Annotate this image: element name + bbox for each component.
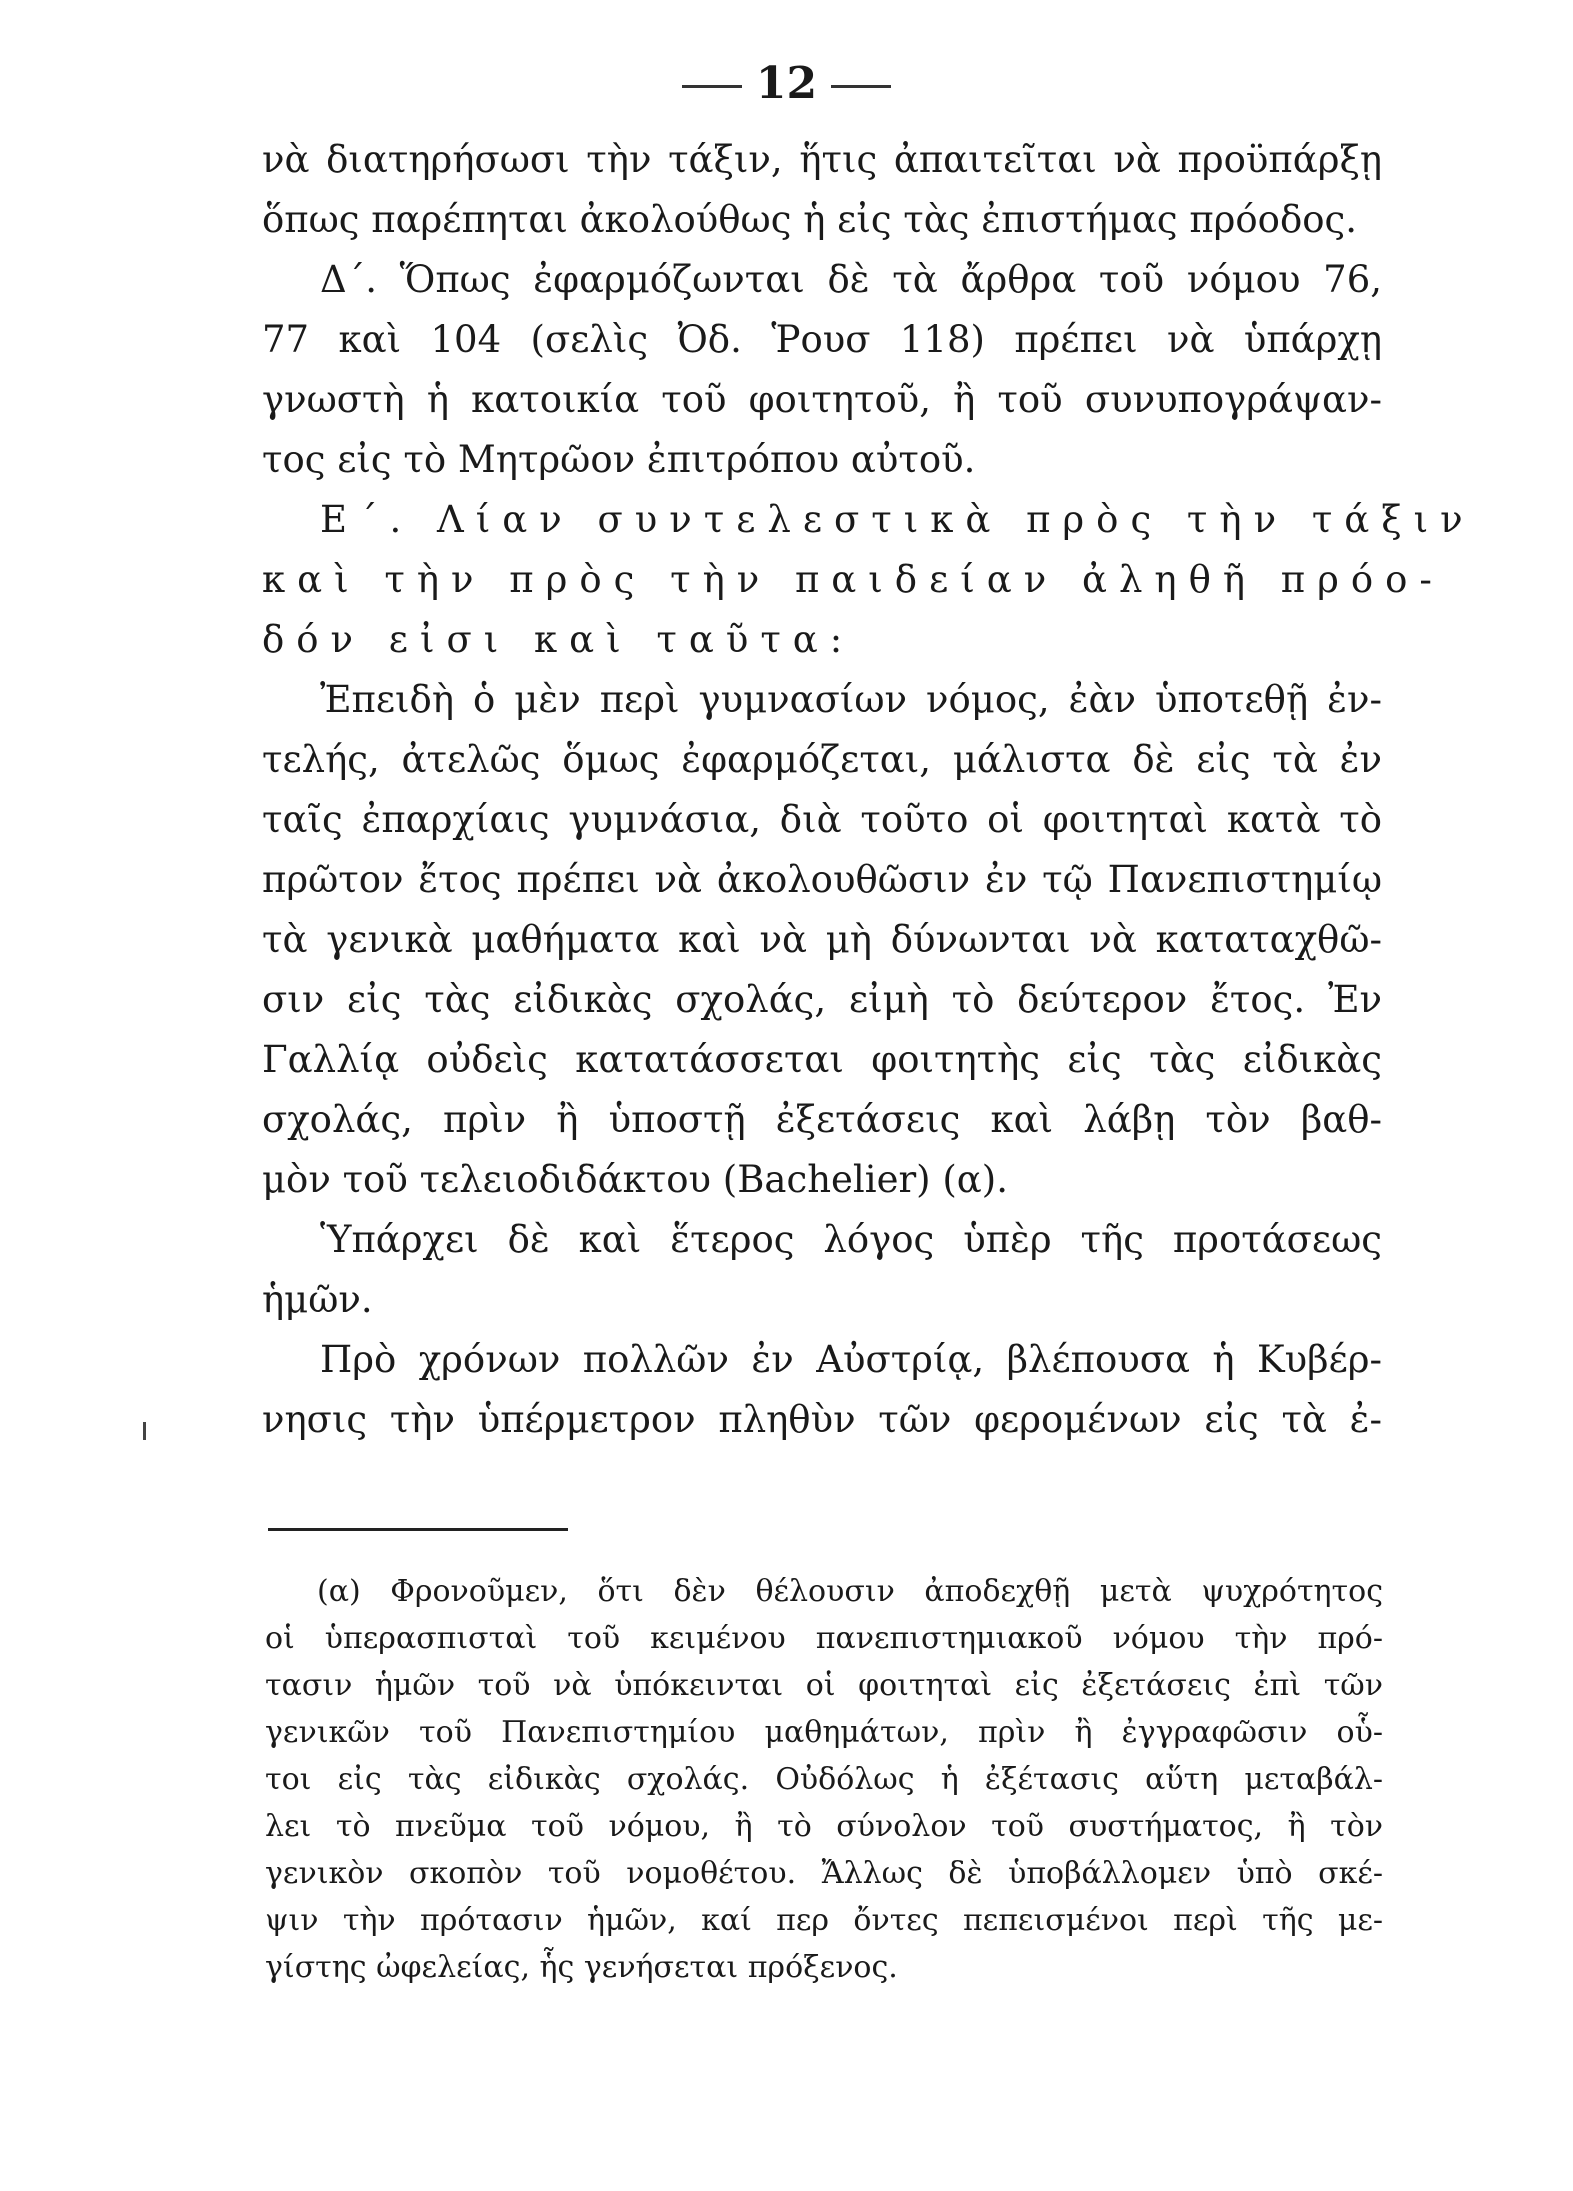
- body-line: τελής, ἀτελῶς ὅμως ἐφαρμόζεται, μάλιστα δὲ εἰς τὰ ἐν: [262, 738, 1382, 781]
- body-line: σιν εἰς τὰς εἰδικὰς σχολάς, εἰμὴ τὸ δεύτερον ἔτος. Ἐν: [262, 978, 1382, 1021]
- body-line: καὶ τὴν πρὸς τὴν παιδείαν ἀληθῆ πρόο-: [262, 558, 1444, 601]
- body-line: Ἐπειδὴ ὁ μὲν περὶ γυμνασίων νόμος, ἐὰν ὑποτεθῇ ἐν-: [320, 678, 1382, 721]
- footnote-line: (α) Φρονοῦμεν, ὅτι δὲν θέλουσιν ἀποδεχθῇ μετὰ ψυχρότητος: [317, 1574, 1383, 1609]
- header-dash-right: [831, 85, 891, 88]
- body-text: [262, 130, 1475, 1450]
- body-line: ἡμῶν.: [262, 1278, 373, 1321]
- body-line: 77 καὶ 104 (σελὶς Ὀδ. Ῥουσ 118) πρέπει νὰ ὑπάρχῃ: [262, 318, 1382, 361]
- body-line: ταῖς ἐπαρχίαις γυμνάσια, διὰ τοῦτο οἱ φοιτηταὶ κατὰ τὸ: [262, 798, 1382, 841]
- footnote-line: ψιν τὴν πρότασιν ἡμῶν, καί περ ὄντες πεπεισμένοι περὶ τῆς με-: [265, 1903, 1383, 1938]
- footnote-line: τασιν ἡμῶν τοῦ νὰ ὑπόκεινται οἱ φοιτηταὶ εἰς ἐξετάσεις ἐπὶ τῶν: [265, 1668, 1383, 1703]
- body-line: Γαλλίᾳ οὐδεὶς κατατάσσεται φοιτητὴς εἰς τὰς εἰδικὰς: [262, 1038, 1382, 1081]
- body-line: πρῶτον ἔτος πρέπει νὰ ἀκολουθῶσιν ἐν τῷ Πανεπιστημίῳ: [262, 858, 1382, 901]
- footnote-line: γίστης ὠφελείας, ἧς γενήσεται πρόξενος.: [265, 1950, 898, 1985]
- body-line: Ὑπάρχει δὲ καὶ ἕτερος λόγος ὑπὲρ τῆς προτάσεως: [320, 1218, 1382, 1261]
- body-line: Δ΄. Ὅπως ἐφαρμόζωνται δὲ τὰ ἄρθρα τοῦ νόμου 76,: [320, 258, 1382, 301]
- footnote-line: τοι εἰς τὰς εἰδικὰς σχολάς. Οὐδόλως ἡ ἐξέτασις αὕτη μεταβάλ-: [265, 1762, 1383, 1797]
- margin-mark: [143, 1422, 146, 1440]
- body-line: Πρὸ χρόνων πολλῶν ἐν Αὐστρίᾳ, βλέπουσα ἡ Κυβέρ-: [320, 1338, 1382, 1381]
- footnote-line: λει τὸ πνεῦμα τοῦ νόμου, ἢ τὸ σύνολον τοῦ συστήματος, ἢ τὸν: [265, 1809, 1383, 1844]
- body-line: σχολάς, πρὶν ἢ ὑποστῇ ἐξετάσεις καὶ λάβῃ τὸν βαθ-: [262, 1098, 1382, 1141]
- body-line: ὅπως παρέπηται ἀκολούθως ἡ εἰς τὰς ἐπιστήμας πρόοδος.: [262, 198, 1357, 241]
- footnote-line: οἱ ὑπερασπισταὶ τοῦ κειμένου πανεπιστημιακοῦ νόμου τὴν πρό-: [265, 1621, 1383, 1656]
- body-line: τος εἰς τὸ Μητρῶον ἐπιτρόπου αὐτοῦ.: [262, 438, 976, 481]
- footnote-line: γενικῶν τοῦ Πανεπιστημίου μαθημάτων, πρὶν ἢ ἐγγραφῶσιν οὗ-: [265, 1715, 1383, 1750]
- body-line: τὰ γενικὰ μαθήματα καὶ νὰ μὴ δύνωνται νὰ καταταχθῶ-: [262, 918, 1382, 961]
- body-line: Ε΄. Λίαν συντελεστικὰ πρὸς τὴν τάξιν: [320, 498, 1475, 541]
- footnote-rule: [268, 1528, 568, 1531]
- footnotes: [265, 1568, 1383, 1991]
- page-number: 12: [755, 58, 818, 109]
- body-line: νησις τὴν ὑπέρμετρον πληθὺν τῶν φερομένων εἰς τὰ ἐ-: [262, 1398, 1382, 1441]
- body-line: δόν εἰσι καὶ ταῦτα:: [262, 618, 855, 661]
- body-line: μὸν τοῦ τελειοδιδάκτου (Bachelier) (α).: [262, 1158, 1008, 1201]
- footnote-line: γενικὸν σκοπὸν τοῦ νομοθέτου. Ἄλλως δὲ ὑποβάλλομεν ὑπὸ σκέ-: [265, 1856, 1383, 1891]
- body-line: νὰ διατηρήσωσι τὴν τάξιν, ἥτις ἀπαιτεῖται νὰ προϋπάρξῃ: [262, 138, 1382, 181]
- header-dash-left: [682, 85, 742, 88]
- page-header: [0, 58, 1573, 109]
- body-line: γνωστὴ ἡ κατοικία τοῦ φοιτητοῦ, ἢ τοῦ συνυπογράψαν-: [262, 378, 1382, 421]
